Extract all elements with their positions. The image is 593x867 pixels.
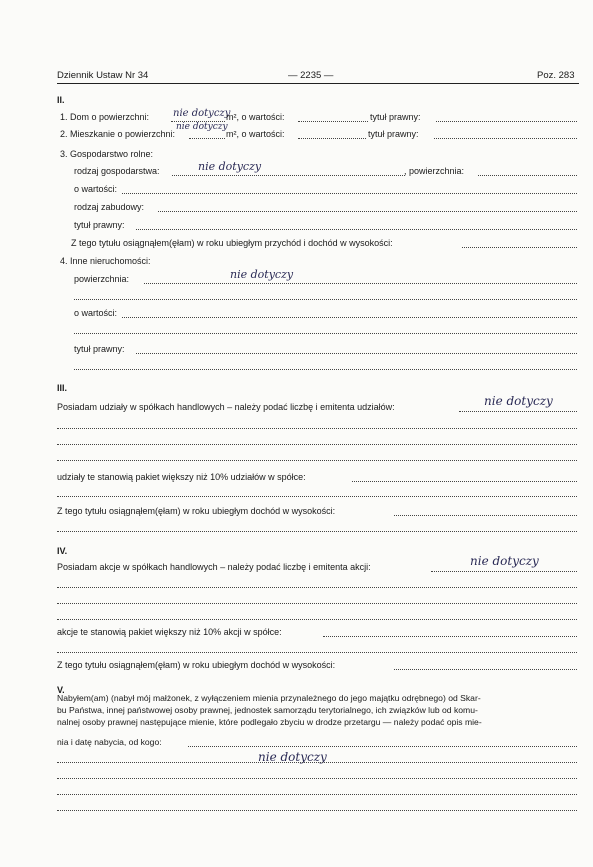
stocks-handwriting: nie dotyczy bbox=[470, 554, 539, 568]
stocks-income-label: Z tego tytułu osiągnąłem(ęłam) w roku ubiegłym dochód w wysokości: bbox=[57, 660, 336, 670]
acquisition-line-4[interactable] bbox=[57, 794, 577, 795]
stocks-line-2[interactable] bbox=[57, 587, 577, 588]
flat-area-handwriting: nie dotyczy bbox=[176, 122, 228, 132]
other-area-field-2[interactable] bbox=[74, 299, 577, 300]
flat-value-label: m², o wartości: bbox=[226, 129, 285, 139]
other-value-field[interactable] bbox=[122, 317, 577, 318]
stocks-line-3[interactable] bbox=[57, 603, 577, 604]
section-4-number: IV. bbox=[57, 546, 68, 556]
house-title-label: tytuł prawny: bbox=[370, 112, 421, 122]
shares-field[interactable] bbox=[459, 411, 577, 412]
farm-type-field[interactable] bbox=[172, 175, 405, 176]
section-5-number: V. bbox=[57, 685, 65, 695]
farm-type-handwriting: nie dotyczy bbox=[198, 160, 262, 173]
stocks-field[interactable] bbox=[431, 571, 577, 572]
farm-type-label: rodzaj gospodarstwa: bbox=[74, 166, 160, 176]
shares-pakiet-label: udziały te stanowią pakiet większy niż 10% udziałów w spółce: bbox=[57, 472, 306, 482]
shares-pakiet-field[interactable] bbox=[352, 481, 577, 482]
shares-income-line-2[interactable] bbox=[57, 531, 577, 532]
house-value-label: m², o wartości: bbox=[226, 112, 285, 122]
stocks-income-field[interactable] bbox=[394, 669, 577, 670]
farm-buildings-field[interactable] bbox=[158, 211, 577, 212]
farm-area-label: , powierzchnia: bbox=[404, 166, 465, 176]
stocks-pakiet-label: akcje te stanowią pakiet większy niż 10% akcji w spółce: bbox=[57, 627, 282, 637]
farm-income-field[interactable] bbox=[462, 247, 577, 248]
page-number: — 2235 — bbox=[288, 70, 334, 81]
farm-label: 3. Gospodarstwo rolne: bbox=[60, 149, 154, 159]
acquisition-line-2[interactable] bbox=[57, 762, 577, 763]
flat-value-field[interactable] bbox=[298, 138, 366, 139]
acquisition-text-4: nia i datę nabycia, od kogo: bbox=[57, 737, 162, 747]
other-property-label: 4. Inne nieruchomości: bbox=[60, 256, 151, 266]
shares-line-2[interactable] bbox=[57, 428, 577, 429]
section-2-number: II. bbox=[57, 95, 65, 105]
stocks-label: Posiadam akcje w spółkach handlowych – należy podać liczbę i emitenta akcji: bbox=[57, 562, 371, 572]
other-value-field-2[interactable] bbox=[74, 333, 577, 334]
position-number: Poz. 283 bbox=[537, 70, 575, 81]
stocks-pakiet-field[interactable] bbox=[323, 636, 577, 637]
stocks-pakiet-line-2[interactable] bbox=[57, 652, 577, 653]
other-title-label: tytuł prawny: bbox=[74, 344, 125, 354]
section-3-number: III. bbox=[57, 383, 68, 393]
shares-handwriting: nie dotyczy bbox=[484, 394, 553, 408]
acquisition-line-5[interactable] bbox=[57, 810, 577, 811]
shares-line-4[interactable] bbox=[57, 460, 577, 461]
header-rule bbox=[57, 83, 579, 84]
house-title-field[interactable] bbox=[436, 121, 577, 122]
flat-area-field[interactable] bbox=[189, 138, 225, 139]
farm-income-label: Z tego tytułu osiągnąłem(ęłam) w roku ubiegłym przychód i dochód w wysokości: bbox=[71, 238, 393, 248]
shares-income-label: Z tego tytułu osiągnąłem(ęłam) w roku ubiegłym dochód w wysokości: bbox=[57, 506, 336, 516]
shares-pakiet-line-2[interactable] bbox=[57, 496, 577, 497]
acquisition-text-1: Nabyłem(am) (nabył mój małżonek, z wyłączeniem mienia przynależnego do jego majątku odrębnego) od Skar- bbox=[57, 693, 481, 703]
house-value-field[interactable] bbox=[298, 121, 368, 122]
farm-title-label: tytuł prawny: bbox=[74, 220, 125, 230]
stocks-line-4[interactable] bbox=[57, 619, 577, 620]
other-title-field-2[interactable] bbox=[74, 369, 577, 370]
farm-value-field[interactable] bbox=[122, 193, 577, 194]
farm-title-field[interactable] bbox=[136, 229, 577, 230]
journal-name: Dziennik Ustaw Nr 34 bbox=[57, 70, 149, 81]
shares-income-field[interactable] bbox=[394, 515, 577, 516]
farm-value-label: o wartości: bbox=[74, 184, 118, 194]
other-area-handwriting: nie dotyczy bbox=[230, 268, 294, 281]
flat-title-label: tytuł prawny: bbox=[368, 129, 419, 139]
flat-area-label: 2. Mieszkanie o powierzchni: bbox=[60, 129, 176, 139]
other-area-field[interactable] bbox=[144, 283, 577, 284]
shares-label: Posiadam udziały w spółkach handlowych – należy podać liczbę i emitenta udziałów: bbox=[57, 402, 395, 412]
acquisition-text-2: bu Państwa, innej państwowej osoby prawnej, jednostek samorządu terytorialnego, ich związków lub od komu- bbox=[57, 705, 478, 715]
house-area-label: 1. Dom o powierzchni: bbox=[60, 112, 150, 122]
house-area-handwriting: nie dotyczy bbox=[173, 108, 231, 119]
farm-area-field[interactable] bbox=[478, 175, 577, 176]
farm-buildings-label: rodzaj zabudowy: bbox=[74, 202, 145, 212]
acquisition-text-3: nalnej osoby prawnej następujące mienie, które podlegało zbyciu w drodze przetargu — należy podać opis mie- bbox=[57, 717, 482, 727]
acquisition-field[interactable] bbox=[188, 746, 577, 747]
acquisition-line-3[interactable] bbox=[57, 778, 577, 779]
flat-title-field[interactable] bbox=[434, 138, 577, 139]
acquisition-handwriting: nie dotyczy bbox=[258, 750, 327, 764]
other-area-label: powierzchnia: bbox=[74, 274, 130, 284]
other-value-label: o wartości: bbox=[74, 308, 118, 318]
other-title-field[interactable] bbox=[136, 353, 577, 354]
shares-line-3[interactable] bbox=[57, 444, 577, 445]
